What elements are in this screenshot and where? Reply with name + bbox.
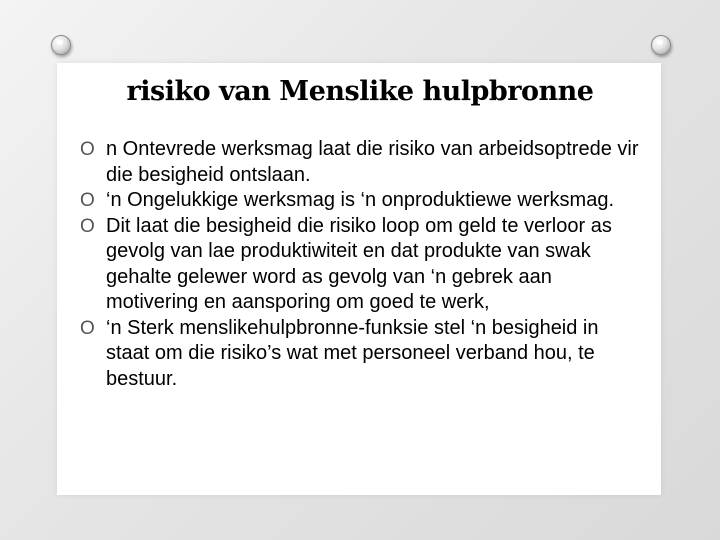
bullet-item (80, 188, 640, 214)
bullet-text: Dit laat die besigheid die risiko loop om geld te verloor as gevolg van lae produktiwiteit en dat produkte van swak gehalte gelewer word as gevolg van ‘n gebrek aan motivering en aansporing om goed te werk, (106, 214, 612, 313)
pushpin-icon-right (651, 35, 671, 55)
bullet-list (80, 137, 640, 392)
bullet-text: n Ontevrede werksmag laat die risiko van arbeidsoptrede vir die besigheid ontslaan. (106, 138, 639, 186)
pushpin-icon-left (51, 35, 71, 55)
bullet-text: ‘n Ongelukkige werksmag is ‘n onproduktiewe werksmag. (106, 189, 615, 211)
bullet-marker-icon: O (80, 215, 95, 237)
bullet-marker-icon: O (80, 139, 95, 160)
bullet-text: ‘n Sterk menslikehulpbronne-funksie stel ‘n besigheid in staat om die risiko’s wat met personeel verband hou, te bestuur. (106, 316, 599, 390)
bullet-item (80, 214, 640, 316)
bullet-item (80, 316, 640, 393)
bullet-marker-icon: O (80, 190, 95, 211)
bullet-item (80, 137, 640, 188)
bullet-marker-icon: O (80, 317, 95, 339)
slide-title: risiko van Menslike hulpbronne (126, 76, 594, 107)
